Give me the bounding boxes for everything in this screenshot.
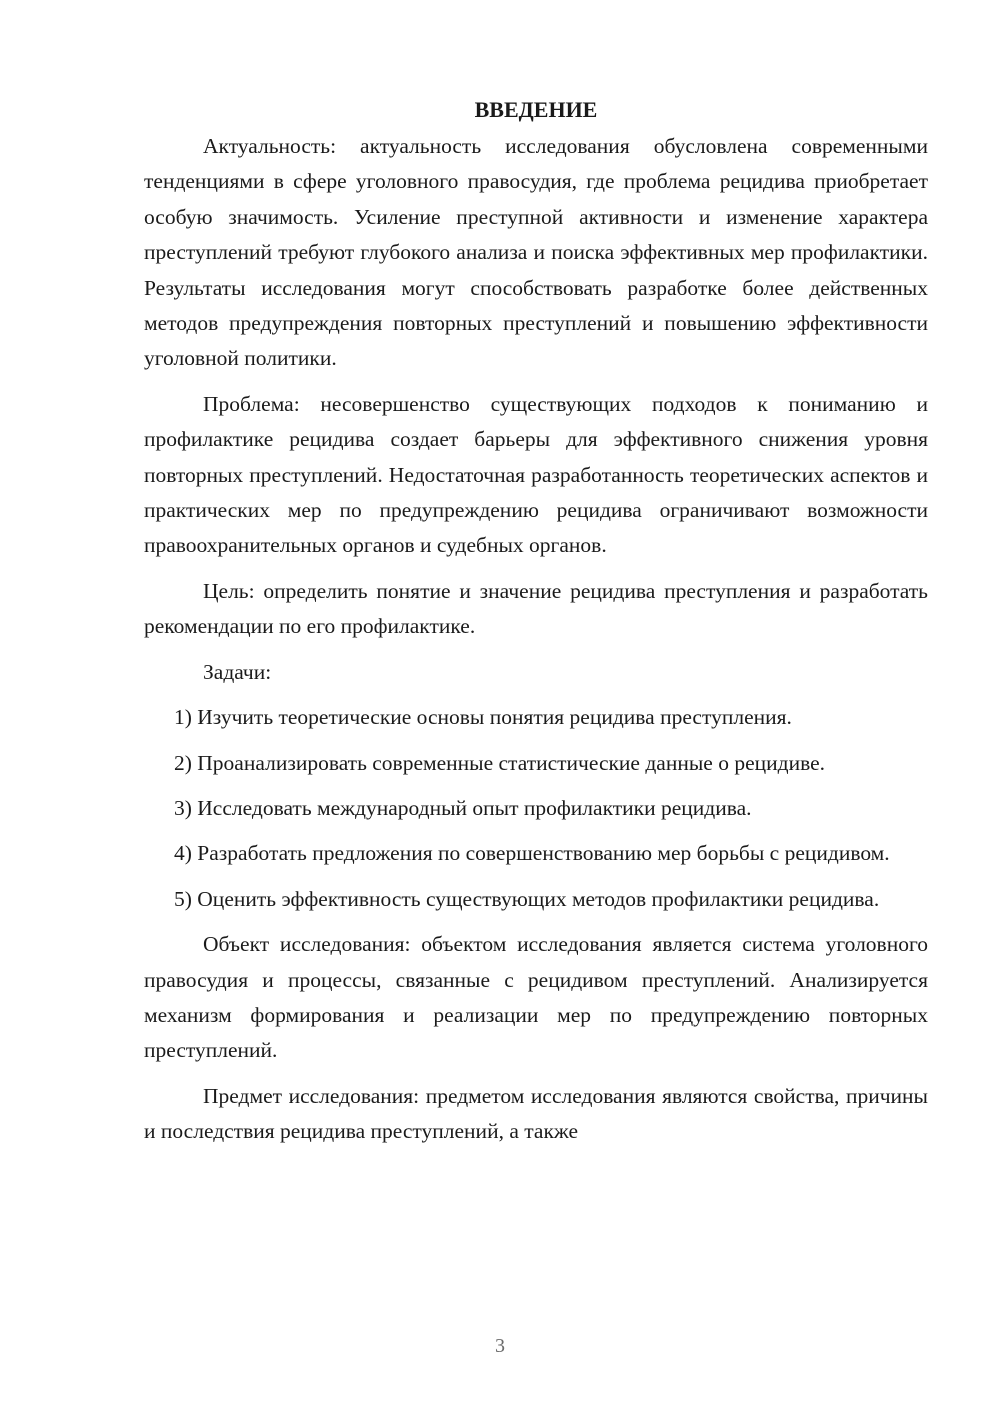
- paragraph-tasks-heading: Задачи:: [203, 659, 272, 684]
- section-title: ВВЕДЕНИЕ: [474, 97, 598, 122]
- task-item-1: 1) Изучить теоретические основы понятия рецидива преступления.: [174, 705, 792, 730]
- task-item-3: 3) Исследовать международный опыт профилактики рецидива.: [174, 795, 752, 820]
- page-content: [144, 92, 928, 1160]
- task-item-4: 4) Разработать предложения по совершенствованию мер борьбы с рецидивом.: [174, 841, 890, 866]
- paragraph-goal: Цель: определить понятие и значение рецидива преступления и разработать рекомендации по его профилактике.: [144, 578, 928, 639]
- page-number: 3: [495, 1335, 505, 1357]
- paragraph-subject: Предмет исследования: предметом исследования являются свойства, причины и последствия рецидива преступлений, а также: [144, 1083, 928, 1144]
- paragraph-object: Объект исследования: объектом исследования является система уголовного правосудия и процессы, связанные с рецидивом преступлений. Анализируется механизм формирования и реализации мер по предупреждению повторных преступлений.: [144, 932, 928, 1063]
- task-item-5: 5) Оценить эффективность существующих методов профилактики рецидива.: [174, 886, 880, 911]
- task-item-2: 2) Проанализировать современные статистические данные о рецидиве.: [174, 750, 826, 775]
- paragraph-relevance: Актуальность: актуальность исследования обусловлена современными тенденциями в сфере уголовного правосудия, где проблема рецидива приобретает особую значимость. Усиление преступной активности и изменение характера преступлений требуют глубокого анализа и поиска эффективных мер профилактики. Результаты исследования могут способствовать разработке более действенных методов предупреждения повторных преступлений и повышению эффективности уголовной политики.: [144, 134, 928, 371]
- paragraph-problem: Проблема: несовершенство существующих подходов к пониманию и профилактике рецидива создает барьеры для эффективного снижения уровня повторных преступлений. Недостаточная разработанность теоретических аспектов и практических мер по предупреждению рецидива ограничивают возможности правоохранительных органов и судебных органов.: [144, 391, 928, 558]
